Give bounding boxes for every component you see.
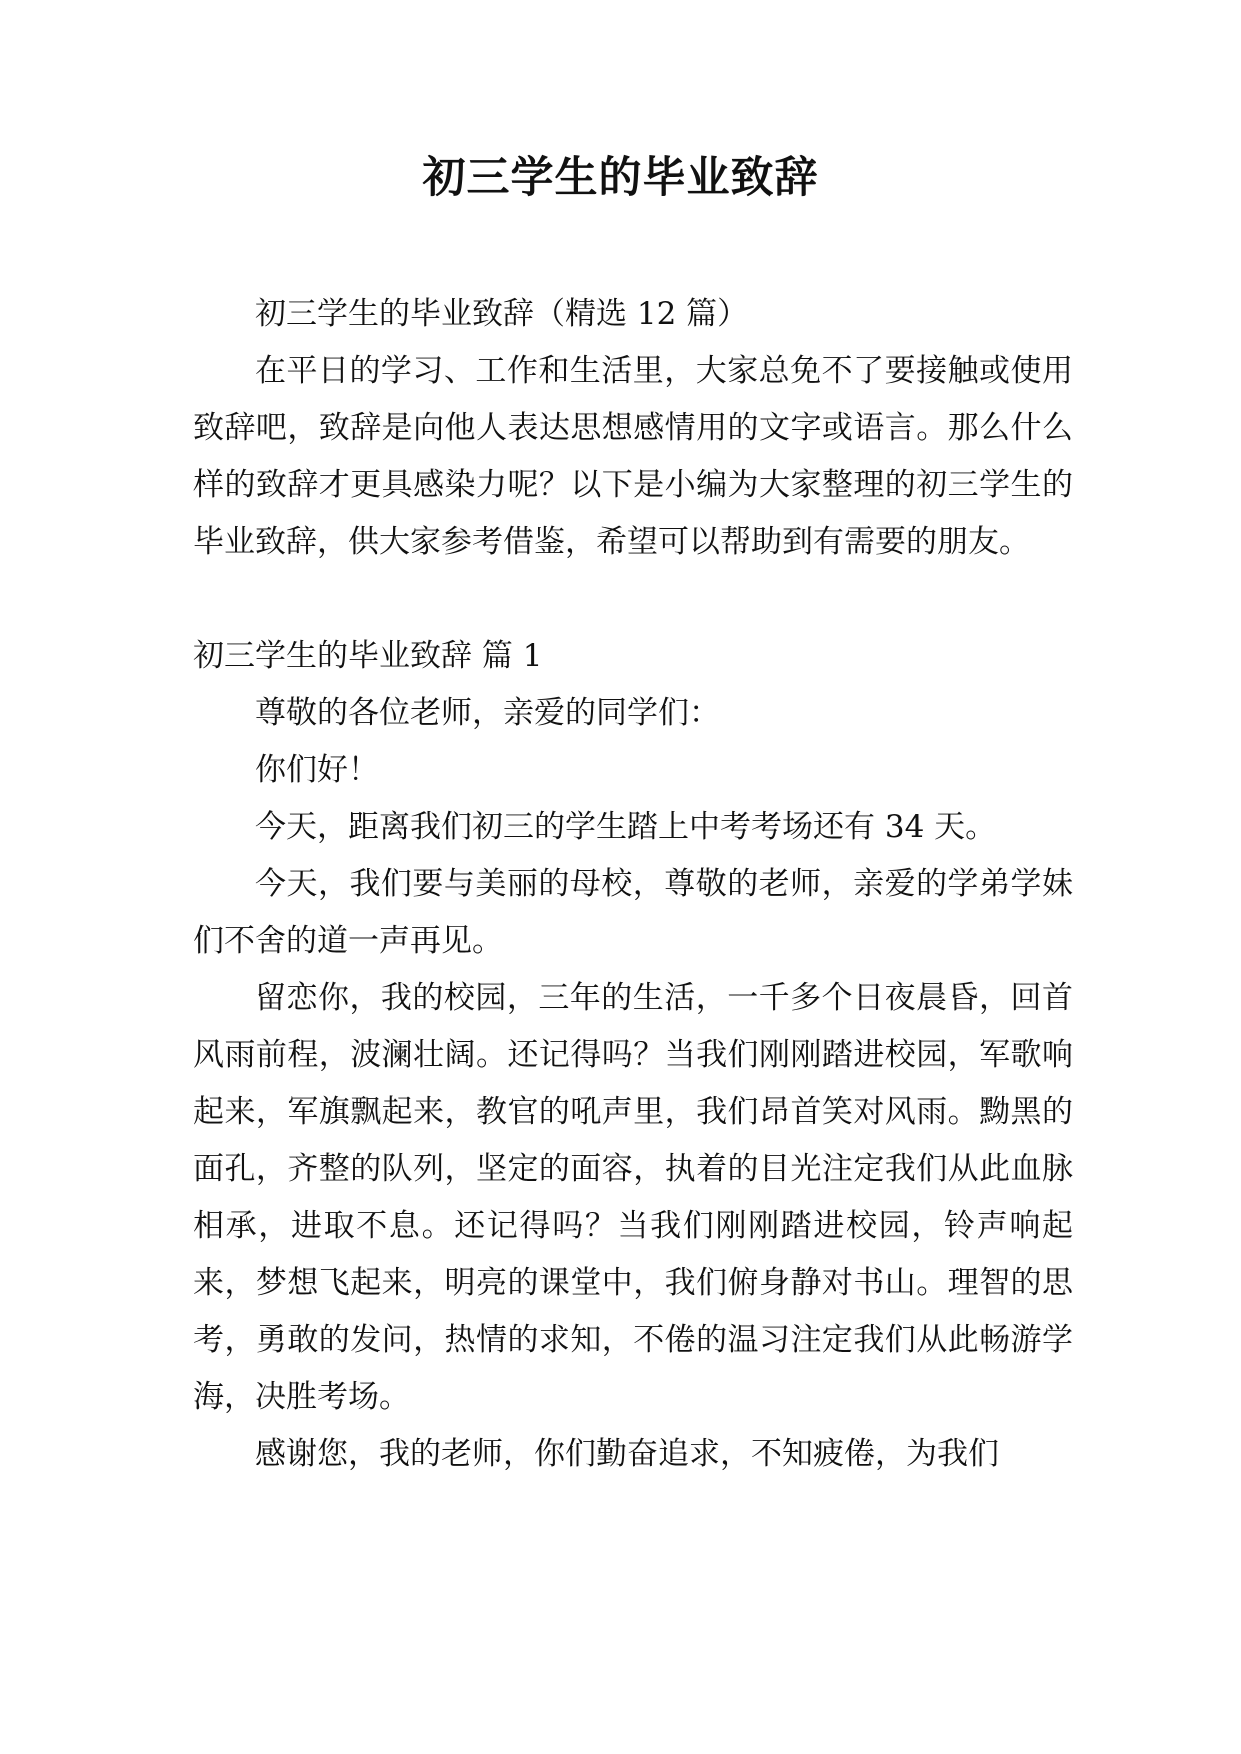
document-body	[193, 286, 1073, 1483]
paragraph-hello: 你们好！	[255, 752, 379, 788]
paragraph-thanks: 感谢您，我的老师，你们勤奋追求，不知疲倦，为我们	[255, 1436, 999, 1472]
document-subtitle: 初三学生的毕业致辞（精选 12 篇）	[255, 296, 749, 332]
intro-paragraph: 在平日的学习、工作和生活里，大家总免不了要接触或使用致辞吧，致辞是向他人表达思想感情用的文字或语言。那么什么样的致辞才更具感染力呢？以下是小编为大家整理的初三学生的毕业致辞，供大家参考借鉴，希望可以帮助到有需要的朋友。	[193, 353, 1073, 560]
paragraph-farewell: 今天，我们要与美丽的母校，尊敬的老师，亲爱的学弟学妹们不舍的道一声再见。	[193, 866, 1073, 959]
paragraph-countdown: 今天，距离我们初三的学生踏上中考考场还有 34 天。	[255, 809, 997, 845]
document-title: 初三学生的毕业致辞	[422, 153, 819, 203]
section-heading: 初三学生的毕业致辞 篇 1	[193, 638, 543, 674]
paragraph-greeting: 尊敬的各位老师，亲爱的同学们：	[255, 695, 720, 731]
paragraph-memories: 留恋你，我的校园，三年的生活，一千多个日夜晨昏，回首风雨前程，波澜壮阔。还记得吗？当我们刚刚踏进校园，军歌响起来，军旗飘起来，教官的吼声里，我们昂首笑对风雨。黝黑的面孔，齐整的队列，坚定的面容，执着的目光注定我们从此血脉相承，进取不息。还记得吗？当我们刚刚踏进校园，铃声响起来，梦想飞起来，明亮的课堂中，我们俯身静对书山。理智的思考，勇敢的发问，热情的求知，不倦的温习注定我们从此畅游学海，决胜考场。	[193, 980, 1073, 1415]
